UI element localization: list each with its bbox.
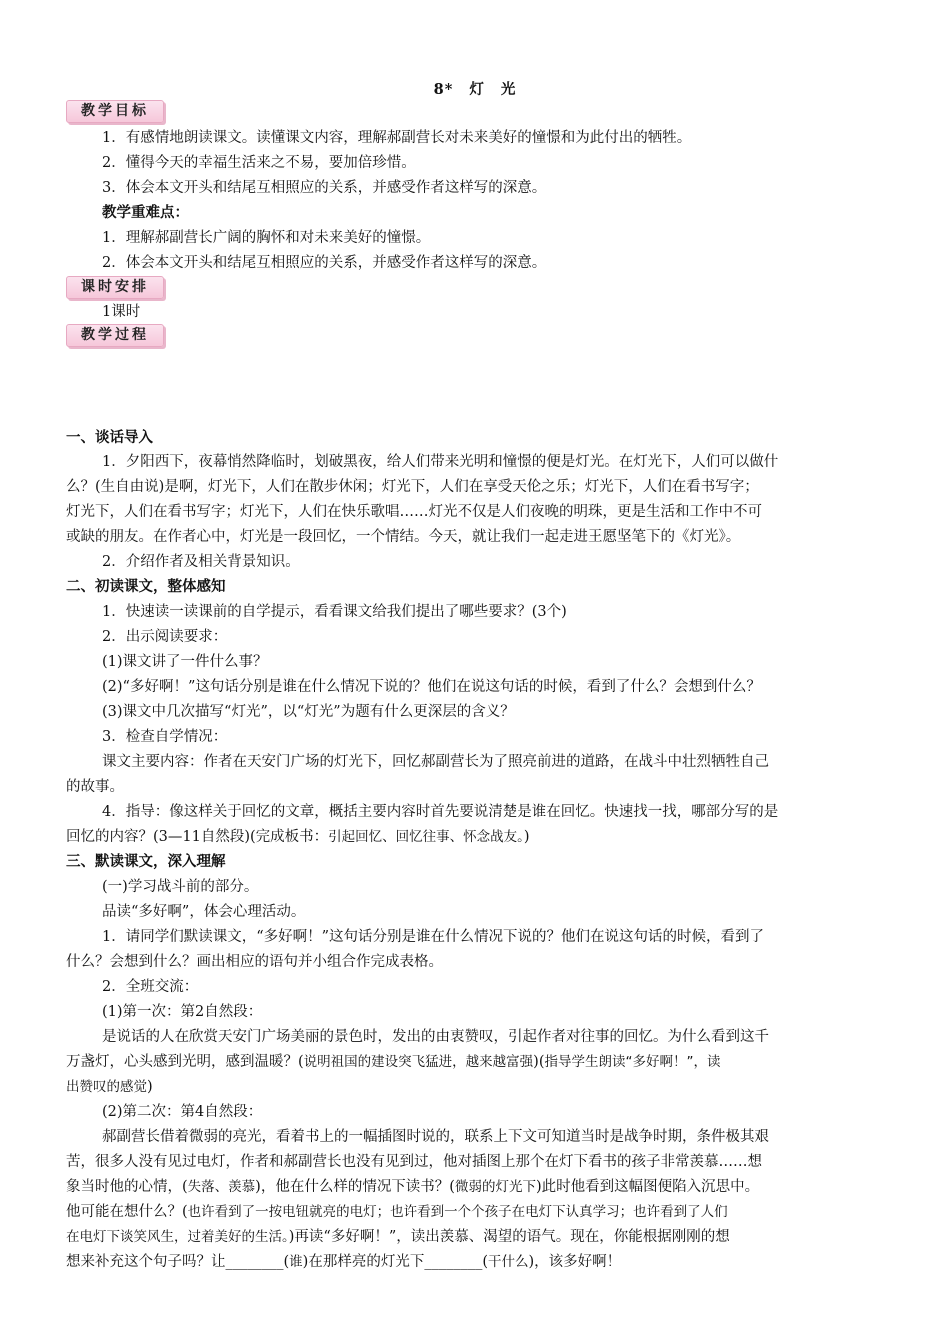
paragraph-line: 么？(生自由说)是啊，灯光下，人们在散步休闲；灯光下，人们在享受天伦之乐；灯光下，人们在看书写字； — [66, 479, 759, 495]
section-badge-goals: 教学目标 — [66, 100, 164, 123]
paragraph-line: 2．介绍作者及相关背景知识。 — [102, 554, 300, 570]
paragraph-line: 的故事。 — [66, 779, 124, 795]
paragraph-line: 灯光下，人们在看书写字；灯光下，人们在快乐歌唱……灯光不仅是人们夜晚的明珠，更是生活和工作中不可 — [66, 504, 762, 520]
paragraph-line: 什么？会想到什么？画出相应的语句并小组合作完成表格。 — [66, 954, 443, 970]
paragraph-line: 2．全班交流： — [102, 979, 199, 995]
text-run: )，他在什么样的情况下读书？( — [255, 1179, 455, 1195]
text-run: ) — [523, 829, 530, 845]
section-badge-process: 教学过程 — [66, 324, 164, 347]
lesson-number: 8* — [433, 81, 454, 98]
paragraph-line — [66, 827, 884, 847]
schedule-text: 1课时 — [102, 304, 141, 320]
text-run: 他可能在想什么？( — [66, 1204, 188, 1220]
paragraph-line — [66, 1227, 884, 1247]
paragraph-line — [66, 1052, 884, 1072]
text-run: 象当时他的心情，( — [66, 1179, 188, 1195]
section-heading-2: 二、初读课文，整体感知 — [66, 578, 226, 595]
section-heading-1: 一、谈话导入 — [66, 429, 153, 446]
reading-question-2: (2)“多好啊！”这句话分别是谁在什么情况下说的？他们在说这句话的时候，看到了什么？会想到什么？ — [102, 679, 761, 695]
subsection-heading: (一)学习战斗前的部分。 — [102, 879, 259, 895]
title-char-1: 灯 — [469, 81, 485, 98]
text-run: )此时他看到这幅图便陷入沉思中。 — [535, 1179, 760, 1195]
title-char-2: 光 — [500, 81, 517, 98]
paragraph-line: 课文主要内容：作者在天安门广场的灯光下，回忆郝副营长为了照亮前进的道路，在战斗中壮烈牺牲自己 — [102, 754, 769, 770]
paragraph-line: 或缺的朋友。在作者心中，灯光是一段回忆，一个情结。今天，就让我们一起走进王愿坚笔下的《灯光》。 — [66, 529, 741, 545]
text-run: )( — [533, 1054, 545, 1070]
teacher-note: 说明祖国的建设突飞猛进，越来越富强 — [303, 1054, 534, 1070]
text-run: )在那样亮的灯光下________( — [302, 1254, 488, 1270]
teacher-note: 谁 — [289, 1254, 303, 1270]
text-run: 万盏灯，心头感到光明，感到温暖？( — [66, 1054, 304, 1070]
paragraph-line: 品读“多好啊”，体会心理活动。 — [102, 904, 306, 920]
text-run: 想来补充这个句子吗？让________( — [66, 1254, 290, 1270]
paragraph-line: 1．快速读一读课前的自学提示，看看课文给我们提出了哪些要求？(3个) — [102, 604, 567, 620]
teacher-note: 出赞叹的感觉 — [66, 1079, 147, 1095]
paragraph-line — [66, 1252, 884, 1272]
teacher-note: 在电灯下谈笑风生，过着美好的生活。 — [66, 1229, 289, 1245]
key-point-item-1: 1．理解郝副营长广阔的胸怀和对未来美好的憧憬。 — [102, 230, 431, 246]
paragraph-line: 4．指导：像这样关于回忆的文章，概括主要内容时首先要说清楚是谁在回忆。快速找一找，哪部分写的是 — [102, 804, 779, 820]
paragraph-line — [66, 1202, 884, 1222]
teacher-note: 也许看到了一按电钮就亮的电灯；也许看到一个个孩子在电灯下认真学习；也许看到了人们 — [187, 1204, 728, 1220]
lesson-title — [0, 78, 950, 99]
text-run: )再读“多好啊！”，读出羡慕、渴望的语气。现在，你能根据刚刚的想 — [288, 1229, 730, 1245]
section-heading-3: 三、默读课文，深入理解 — [66, 853, 226, 870]
text-run: )，该多好啊！ — [528, 1254, 622, 1270]
teacher-note: 微弱的灯光下 — [454, 1179, 536, 1195]
reading-question-3: (3)课文中几次描写“灯光”，以“灯光”为题有什么更深层的含义？ — [102, 704, 515, 720]
paragraph-line: 3．检查自学情况： — [102, 729, 228, 745]
text-run: 回忆的内容？(3—11自然段)(完成板书： — [66, 829, 329, 845]
teacher-note: 指导学生朗读“多好啊！”，读 — [544, 1054, 721, 1070]
paragraph-line — [66, 1077, 884, 1097]
key-point-item-2: 2．体会本文开头和结尾互相照应的关系，并感受作者这样写的深意。 — [102, 255, 547, 271]
teacher-note: 失落、羡慕 — [187, 1179, 256, 1195]
teacher-note: 干什么 — [487, 1254, 529, 1270]
paragraph-line: (2)第二次：第4自然段： — [102, 1104, 263, 1120]
section-badge-schedule: 课时安排 — [66, 276, 164, 299]
goal-item-3: 3．体会本文开头和结尾互相照应的关系，并感受作者这样写的深意。 — [102, 180, 547, 196]
paragraph-line: 苦，很多人没有见过电灯，作者和郝副营长也没有见到过，他对插图上那个在灯下看书的孩子非常羡慕……想 — [66, 1154, 762, 1170]
text-run: ) — [147, 1079, 153, 1095]
board-note: 引起回忆、回忆往事、怀念战友。 — [328, 829, 524, 845]
paragraph-line: 1．夕阳西下，夜幕悄然降临时，划破黑夜，给人们带来光明和憧憬的便是灯光。在灯光下，人们可以做什 — [102, 454, 779, 470]
paragraph-line — [66, 1177, 884, 1197]
paragraph-line: 2．出示阅读要求： — [102, 629, 228, 645]
reading-question-1: (1)课文讲了一件什么事？ — [102, 654, 268, 670]
paragraph-line: (1)第一次：第2自然段： — [102, 1004, 263, 1020]
paragraph-line: 1．请同学们默读课文，“多好啊！”这句话分别是谁在什么情况下说的？他们在说这句话的时候，看到了 — [102, 929, 765, 945]
key-points-label: 教学重难点： — [102, 204, 189, 221]
goal-item-2: 2．懂得今天的幸福生活来之不易，要加倍珍惜。 — [102, 155, 416, 171]
paragraph-line: 是说话的人在欣赏天安门广场美丽的景色时，发出的由衷赞叹，引起作者对往事的回忆。为什么看到这千 — [102, 1029, 769, 1045]
paragraph-line: 郝副营长借着微弱的亮光，看着书上的一幅插图时说的，联系上下文可知道当时是战争时期，条件极其艰 — [102, 1129, 769, 1145]
goal-item-1: 1．有感情地朗读课文。读懂课文内容，理解郝副营长对未来美好的憧憬和为此付出的牺牲。 — [102, 130, 692, 146]
